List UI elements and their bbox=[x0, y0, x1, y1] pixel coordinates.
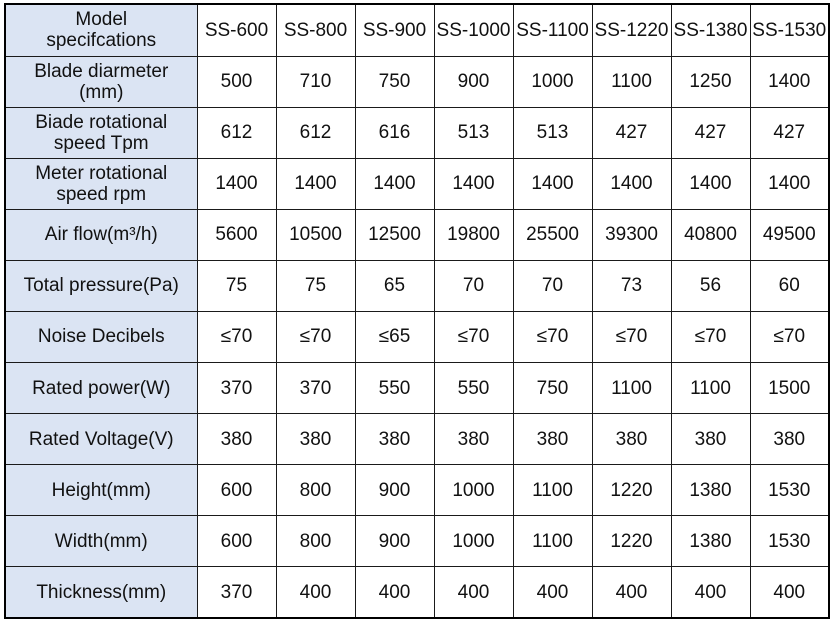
value-cell: 500 bbox=[197, 56, 276, 107]
model-header: SS-1100 bbox=[513, 4, 592, 56]
value-cell: 750 bbox=[355, 56, 434, 107]
row-label bbox=[5, 465, 197, 516]
value-cell: 400 bbox=[276, 567, 355, 618]
value-cell: 400 bbox=[671, 567, 750, 618]
value-cell: 60 bbox=[750, 260, 829, 311]
header-label-line-2: specifcations bbox=[46, 30, 157, 52]
model-header: SS-800 bbox=[276, 4, 355, 56]
value-cell: 1400 bbox=[197, 158, 276, 209]
value-cell: 70 bbox=[513, 260, 592, 311]
table-row bbox=[5, 209, 829, 260]
value-cell: 1100 bbox=[671, 362, 750, 413]
value-cell: 49500 bbox=[750, 209, 829, 260]
model-header: SS-900 bbox=[355, 4, 434, 56]
value-cell: ≤70 bbox=[276, 311, 355, 362]
row-label bbox=[5, 107, 197, 158]
value-cell: 1400 bbox=[750, 56, 829, 107]
value-cell: 427 bbox=[750, 107, 829, 158]
table-row bbox=[5, 516, 829, 567]
value-cell: 380 bbox=[750, 414, 829, 465]
value-cell: 1530 bbox=[750, 465, 829, 516]
table-body bbox=[5, 56, 829, 618]
row-label-line: (mm) bbox=[79, 81, 124, 103]
value-cell: 800 bbox=[276, 516, 355, 567]
value-cell: 380 bbox=[592, 414, 671, 465]
value-cell: 40800 bbox=[671, 209, 750, 260]
value-cell: 1000 bbox=[513, 56, 592, 107]
value-cell: 1000 bbox=[434, 516, 513, 567]
value-cell: ≤70 bbox=[592, 311, 671, 362]
row-label-line: Meter rotational bbox=[35, 162, 168, 184]
header-row bbox=[5, 4, 829, 56]
specifications-table bbox=[4, 3, 830, 619]
table-row bbox=[5, 567, 829, 618]
model-header: SS-1380 bbox=[671, 4, 750, 56]
table-row bbox=[5, 311, 829, 362]
row-label bbox=[5, 362, 197, 413]
value-cell: 427 bbox=[592, 107, 671, 158]
value-cell: 612 bbox=[276, 107, 355, 158]
value-cell: 1400 bbox=[592, 158, 671, 209]
value-cell: 400 bbox=[355, 567, 434, 618]
value-cell: ≤65 bbox=[355, 311, 434, 362]
value-cell: 710 bbox=[276, 56, 355, 107]
row-label-line: Air flow(m³/h) bbox=[44, 224, 158, 246]
value-cell: ≤70 bbox=[513, 311, 592, 362]
row-label bbox=[5, 56, 197, 107]
value-cell: 550 bbox=[434, 362, 513, 413]
value-cell: 39300 bbox=[592, 209, 671, 260]
value-cell: 513 bbox=[513, 107, 592, 158]
table-row bbox=[5, 362, 829, 413]
value-cell: 400 bbox=[434, 567, 513, 618]
value-cell: 25500 bbox=[513, 209, 592, 260]
value-cell: 370 bbox=[197, 362, 276, 413]
row-label-line: Blade diarmeter bbox=[34, 60, 169, 82]
value-cell: 19800 bbox=[434, 209, 513, 260]
value-cell: 10500 bbox=[276, 209, 355, 260]
value-cell: 513 bbox=[434, 107, 513, 158]
row-label-line: speed Tpm bbox=[53, 132, 149, 154]
row-label bbox=[5, 516, 197, 567]
value-cell: 900 bbox=[434, 56, 513, 107]
header-label-line-1: Model bbox=[75, 9, 128, 31]
value-cell: 5600 bbox=[197, 209, 276, 260]
model-header: SS-1220 bbox=[592, 4, 671, 56]
row-label-line: Total pressure(Pa) bbox=[23, 275, 179, 297]
value-cell: 1400 bbox=[434, 158, 513, 209]
row-label bbox=[5, 158, 197, 209]
value-cell: 1220 bbox=[592, 516, 671, 567]
value-cell: 1400 bbox=[276, 158, 355, 209]
value-cell: 1100 bbox=[592, 362, 671, 413]
value-cell: 380 bbox=[197, 414, 276, 465]
value-cell: 70 bbox=[434, 260, 513, 311]
value-cell: 380 bbox=[671, 414, 750, 465]
value-cell: 1250 bbox=[671, 56, 750, 107]
value-cell: ≤70 bbox=[434, 311, 513, 362]
value-cell: 1530 bbox=[750, 516, 829, 567]
row-label-line: Width(mm) bbox=[54, 530, 148, 552]
value-cell: 370 bbox=[276, 362, 355, 413]
value-cell: 1400 bbox=[513, 158, 592, 209]
value-cell: 1100 bbox=[513, 465, 592, 516]
value-cell: 550 bbox=[355, 362, 434, 413]
value-cell: 612 bbox=[197, 107, 276, 158]
row-label bbox=[5, 311, 197, 362]
table-row bbox=[5, 465, 829, 516]
value-cell: 12500 bbox=[355, 209, 434, 260]
row-label-line: speed rpm bbox=[56, 183, 147, 205]
value-cell: 1400 bbox=[750, 158, 829, 209]
value-cell: 400 bbox=[592, 567, 671, 618]
value-cell: 1000 bbox=[434, 465, 513, 516]
model-header: SS-1530 bbox=[750, 4, 829, 56]
table-row bbox=[5, 107, 829, 158]
value-cell: 73 bbox=[592, 260, 671, 311]
row-label bbox=[5, 567, 197, 618]
value-cell: 400 bbox=[513, 567, 592, 618]
row-label-line: Biade rotational bbox=[35, 111, 168, 133]
value-cell: 75 bbox=[276, 260, 355, 311]
value-cell: ≤70 bbox=[750, 311, 829, 362]
table-row bbox=[5, 260, 829, 311]
value-cell: 380 bbox=[513, 414, 592, 465]
value-cell: 400 bbox=[750, 567, 829, 618]
value-cell: 1100 bbox=[513, 516, 592, 567]
row-label bbox=[5, 414, 197, 465]
row-label bbox=[5, 209, 197, 260]
row-label-line: Rated power(W) bbox=[32, 377, 171, 399]
value-cell: 65 bbox=[355, 260, 434, 311]
value-cell: 1400 bbox=[671, 158, 750, 209]
value-cell: 427 bbox=[671, 107, 750, 158]
row-label-line: Noise Decibels bbox=[37, 326, 165, 348]
value-cell: 1100 bbox=[592, 56, 671, 107]
table-row bbox=[5, 56, 829, 107]
value-cell: 75 bbox=[197, 260, 276, 311]
value-cell: 900 bbox=[355, 465, 434, 516]
value-cell: 600 bbox=[197, 516, 276, 567]
value-cell: 1220 bbox=[592, 465, 671, 516]
value-cell: ≤70 bbox=[197, 311, 276, 362]
value-cell: 1500 bbox=[750, 362, 829, 413]
row-label-line: Rated Voltage(V) bbox=[28, 428, 174, 450]
value-cell: 1380 bbox=[671, 516, 750, 567]
value-cell: 1400 bbox=[355, 158, 434, 209]
value-cell: 380 bbox=[276, 414, 355, 465]
value-cell: 800 bbox=[276, 465, 355, 516]
value-cell: 600 bbox=[197, 465, 276, 516]
value-cell: 380 bbox=[355, 414, 434, 465]
row-label-line: Height(mm) bbox=[51, 479, 151, 501]
row-label bbox=[5, 260, 197, 311]
value-cell: 750 bbox=[513, 362, 592, 413]
value-cell: 380 bbox=[434, 414, 513, 465]
table-row bbox=[5, 414, 829, 465]
model-header: SS-600 bbox=[197, 4, 276, 56]
value-cell: 56 bbox=[671, 260, 750, 311]
value-cell: 370 bbox=[197, 567, 276, 618]
header-label-cell bbox=[5, 4, 197, 56]
value-cell: 900 bbox=[355, 516, 434, 567]
value-cell: 1380 bbox=[671, 465, 750, 516]
row-label-line: Thickness(mm) bbox=[36, 581, 167, 603]
model-header: SS-1000 bbox=[434, 4, 513, 56]
value-cell: 616 bbox=[355, 107, 434, 158]
table-row bbox=[5, 158, 829, 209]
value-cell: ≤70 bbox=[671, 311, 750, 362]
